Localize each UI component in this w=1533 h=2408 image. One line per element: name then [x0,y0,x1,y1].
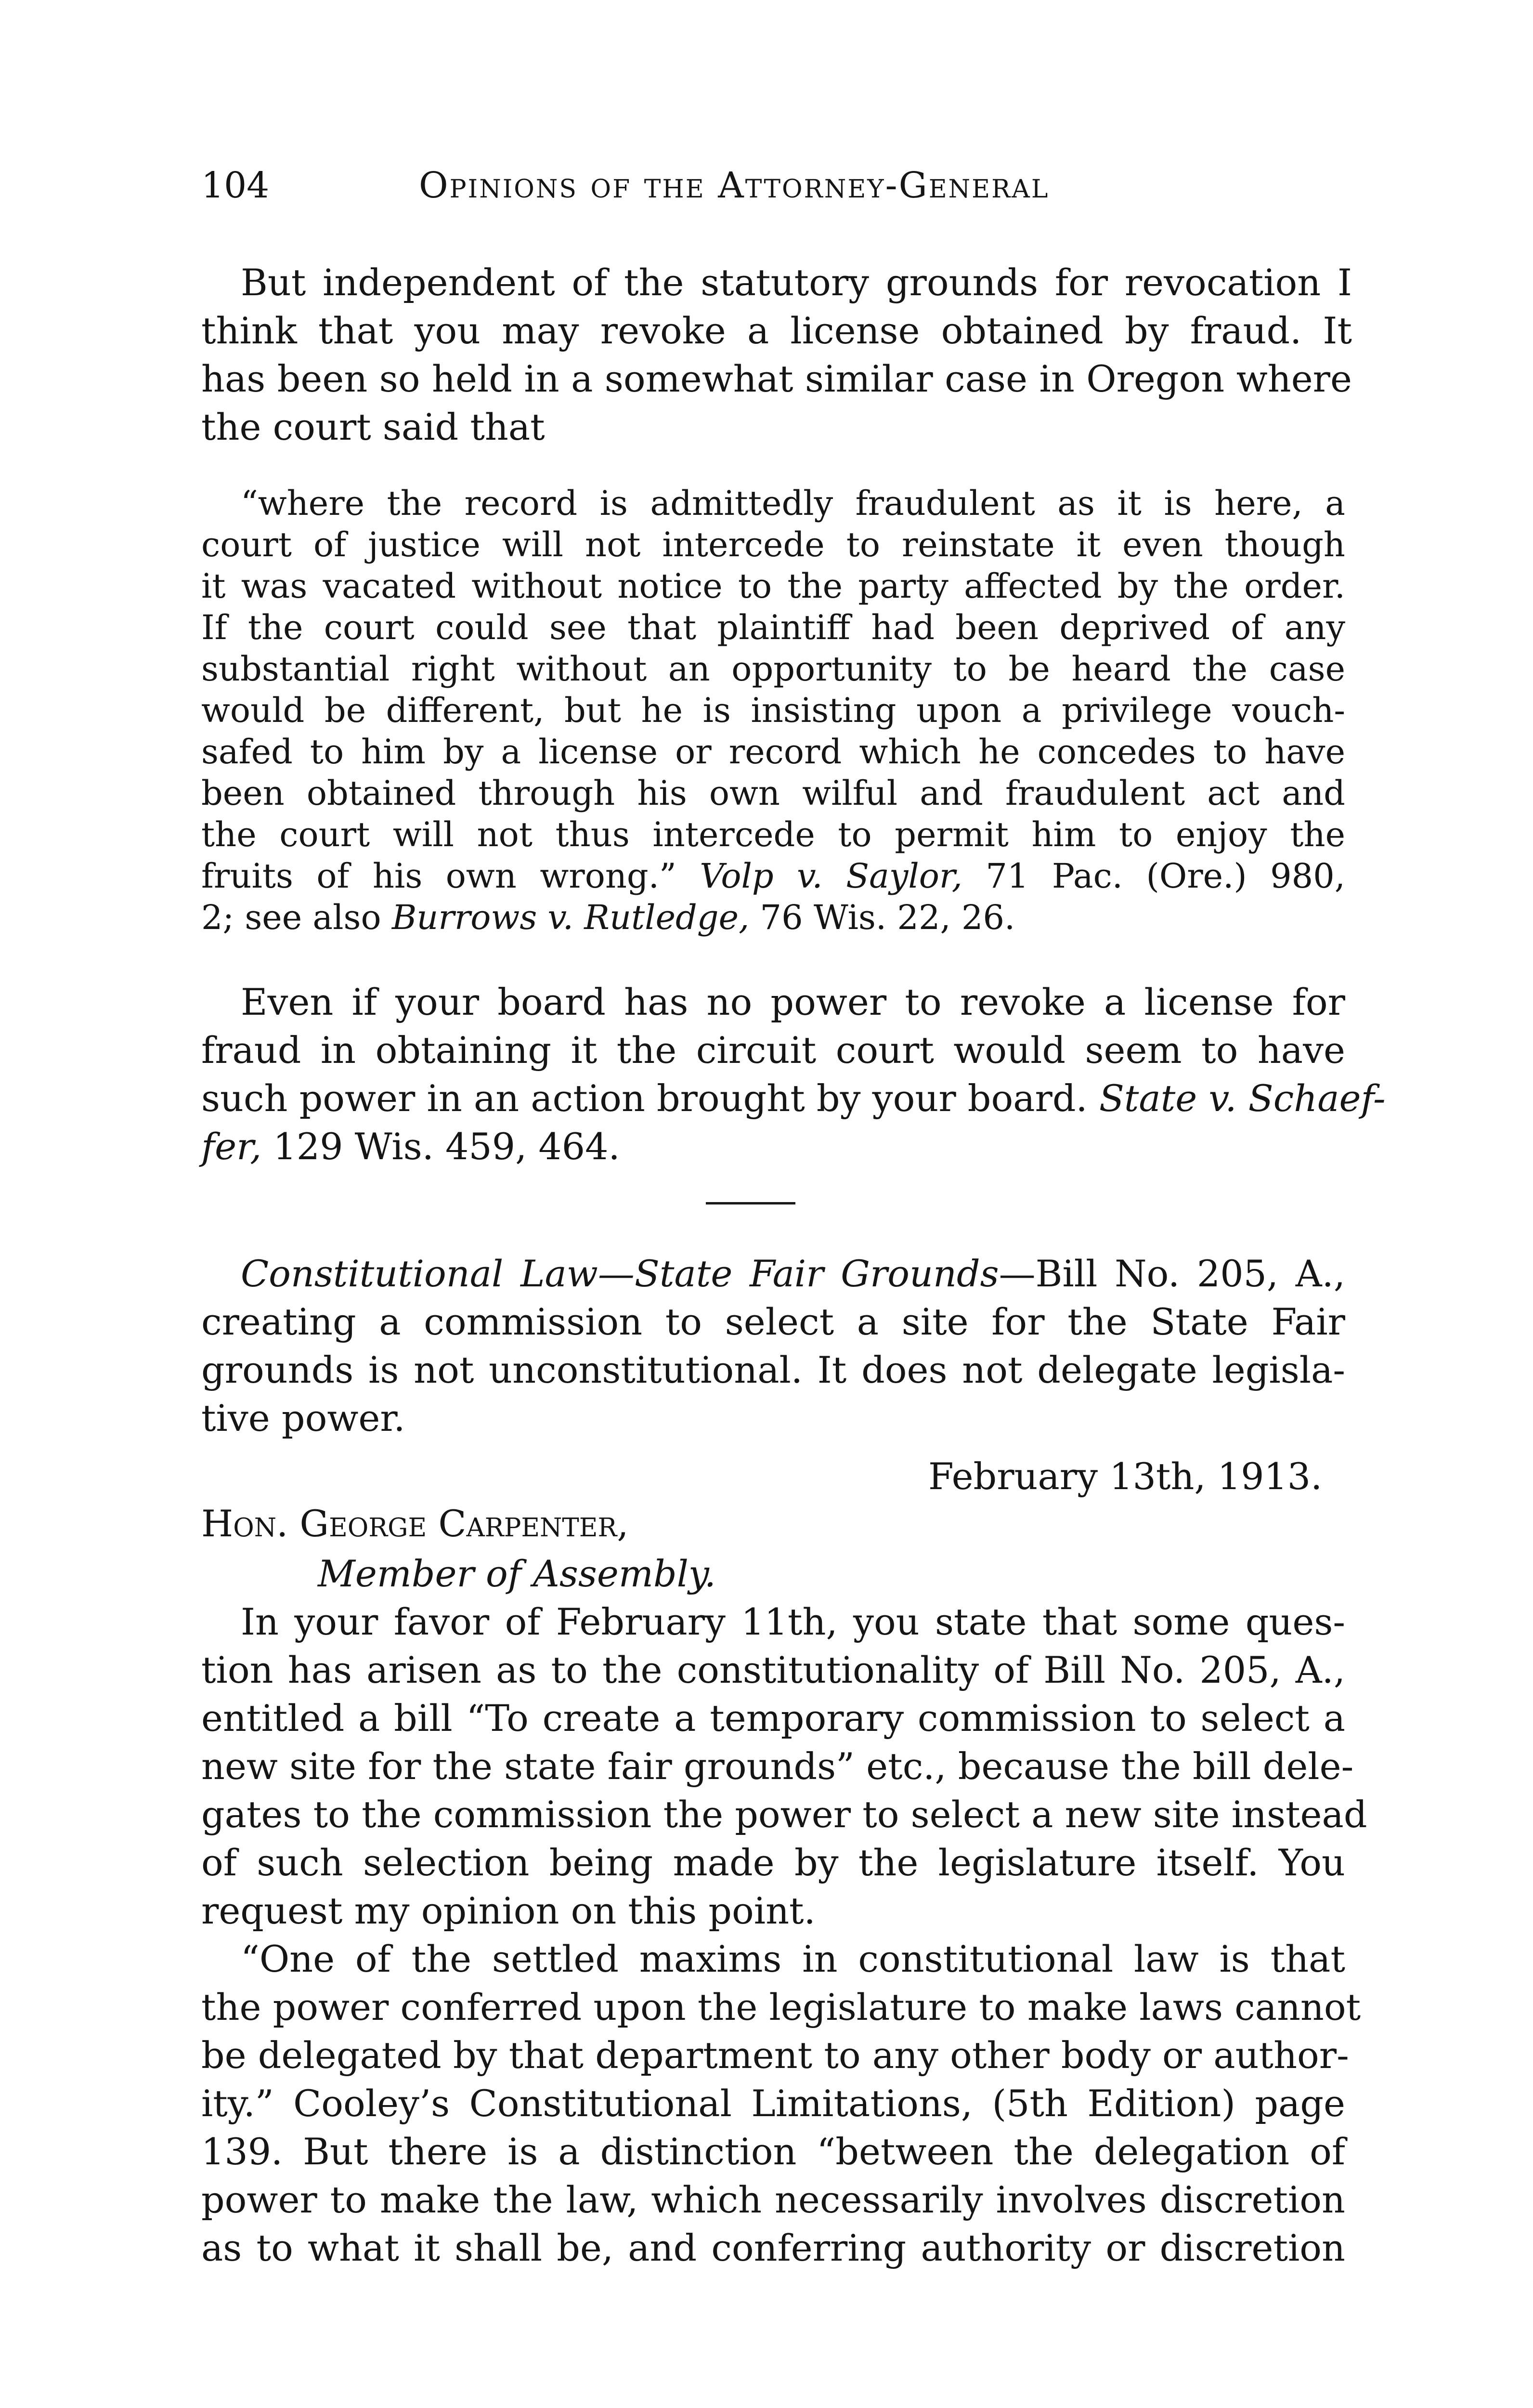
quote-line: it was vacated without notice to the party affected by the order. [201,566,1345,606]
text-line: ity.” Cooley’s Constitutional Limitations, (5th Edition) page [201,2082,1345,2125]
text-line: power to make the law, which necessarily involves discretion [201,2178,1345,2221]
text-line: 139. But there is a distinction “between the delegation of [201,2130,1345,2173]
citation-text: 129 Wis. 459, 464. [261,1125,620,1168]
quote-line: safed to him by a license or record which he concedes to have [201,732,1345,772]
quote-line: substantial right without an opportunity to be heard the case [201,649,1345,689]
quote-line: If the court could see that plaintiff had been deprived of any [201,608,1345,647]
quote-citation-line [201,855,1345,897]
text-line: the power conferred upon the legislature to make laws cannot [201,1986,1361,2028]
case-name: State v. Schaef- [1099,1077,1386,1120]
case-name: fer, [201,1125,262,1168]
running-title: Opinions of the Attorney-General [419,165,1050,206]
citation-text: 76 Wis. 22, 26. [749,898,1015,937]
syllabus-line: creating a commission to select a site for the State Fair [201,1300,1345,1343]
citation-text: 71 Pac. (Ore.) 980, [962,856,1345,896]
quote-text: fruits of his own wrong.” [201,856,700,896]
quote-line: been obtained through his own wilful and fraudulent act and [201,773,1345,813]
text-line: think that you may revoke a license obtained by fraud. It [201,309,1352,352]
text-line: request my opinion on this point. [201,1889,816,1932]
case-name: Burrows v. Rutledge, [391,898,750,937]
letter-date: February 13th, 1913. [928,1455,1323,1498]
syllabus-line [241,1250,1345,1298]
text-line: Even if your board has no power to revoke a license for [241,981,1345,1023]
quote-line: the court will not thus intercede to permit him to enjoy the [201,815,1345,854]
text-line: has been so held in a somewhat similar case in Oregon where [201,357,1352,400]
quote-line: “where the record is admittedly fraudulent as it is here, a [241,484,1345,523]
text-line: new site for the state fair grounds” etc., because the bill dele- [201,1745,1354,1788]
text-line [201,1123,1345,1171]
syllabus-text: —Bill No. 205, A., [999,1252,1345,1295]
running-header [201,164,1347,207]
text-line: tion has arisen as to the constitutionality of Bill No. 205, A., [201,1649,1345,1691]
text-line: In your favor of February 11th, you state that some ques- [241,1600,1345,1643]
syllabus-topic: Constitutional Law—State Fair Grounds [241,1252,999,1295]
text-line: But independent of the statutory grounds for revocation I [241,261,1352,304]
text-line: the court said that [201,406,545,448]
citation-text: 2; see also [201,898,392,937]
addressee-role: Member of Assembly. [318,1552,716,1595]
text-line: “One of the settled maxims in constitutional law is that [241,1937,1345,1980]
text-line: of such selection being made by the legislature itself. You [201,1841,1345,1884]
text-line [201,1074,1386,1123]
quote-line: would be different, but he is insisting upon a privilege vouch- [201,691,1345,730]
text-run: such power in an action brought by your board. [201,1077,1099,1120]
section-divider [706,1202,795,1204]
text-line: gates to the commission the power to select a new site instead [201,1793,1367,1836]
text-line: be delegated by that department to any other body or author- [201,2034,1349,2077]
text-line: fraud in obtaining it the circuit court would seem to have [201,1029,1345,1072]
page-number: 104 [201,165,270,206]
addressee-name: Hon. George Carpenter, [201,1502,629,1545]
quote-citation-line [201,897,1345,938]
text-line: as to what it shall be, and conferring authority or discretion [201,2226,1345,2269]
text-line: entitled a bill “To create a temporary commission to select a [201,1697,1345,1740]
quote-line: court of justice will not intercede to reinstate it even though [201,525,1345,564]
syllabus-line: grounds is not unconstitutional. It does not delegate legisla- [201,1348,1345,1391]
syllabus-line: tive power. [201,1397,405,1440]
case-name: Volp v. Saylor, [700,856,962,896]
